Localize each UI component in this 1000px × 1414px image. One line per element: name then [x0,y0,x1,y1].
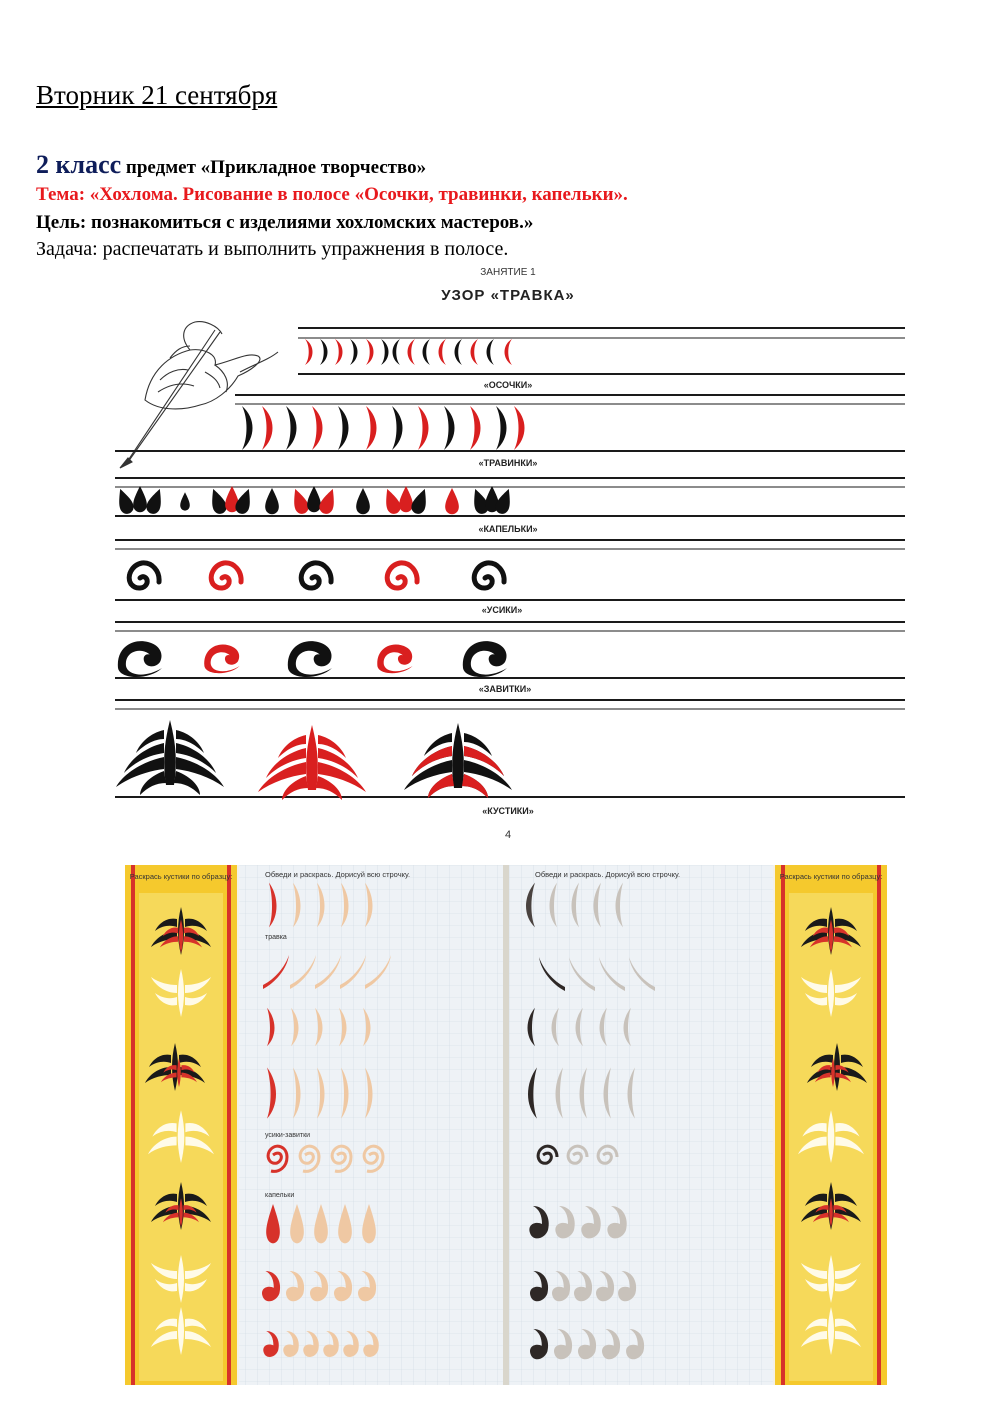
label-kapelki: капельки [265,1192,295,1199]
travinki-strokes [242,406,525,450]
kustiki-strokes [116,720,512,800]
subject-label: предмет «Прикладное творчество» [121,157,427,178]
right-side-caption: Раскрась кустики по образцу: [779,872,883,881]
kapelki-strokes [114,486,515,516]
label-travka: травка [265,934,287,941]
row-label-kapelki: «КАПЕЛЬКИ» [478,524,538,534]
row-label-osochki: «ОСОЧКИ» [483,380,533,390]
goal-line: Цель: познакомиться с изделиями хохломских мастеров.» [36,212,534,233]
label-usiki: усики-завитки [265,1132,311,1139]
workbook-title: УЗОР «ТРАВКА» [441,287,575,304]
left-grid-page [239,865,503,1385]
date-heading: Вторник 21 сентября [36,80,278,110]
left-ornament-strip [125,865,237,1385]
ruled-lines [115,328,905,797]
zavitki-strokes [118,641,507,677]
grade-subject-line [36,150,426,180]
right-ornament-strip [775,865,887,1385]
task-line: Задача: распечатать и выполнить упражнения в полосе. [36,238,509,260]
topic-line: Тема: «Хохлома. Рисование в полосе «Осочки, травинки, капельки». [36,184,628,205]
row-label-zavitki: «ЗАВИТКИ» [478,684,532,694]
lesson-number: ЗАНЯТИЕ 1 [480,267,536,278]
left-top-caption: Обведи и раскрась. Дорисуй всю строчку. [265,870,411,879]
usiki-strokes [129,563,504,588]
row-label-usiki: «УСИКИ» [481,605,523,615]
row-label-kustiki: «КУСТИКИ» [482,806,534,816]
right-grid-page [509,865,773,1385]
page-number: 4 [504,829,512,841]
grade-label: 2 класс [36,150,122,179]
osochki-strokes [305,339,512,365]
left-side-caption: Раскрась кустики по образцу: [129,872,233,881]
right-top-caption: Обведи и раскрась. Дорисуй всю строчку. [535,870,681,879]
hand-brush-illustration [120,322,278,468]
coloring-book-spread [125,865,887,1385]
row-label-travinki: «ТРАВИНКИ» [478,458,538,468]
